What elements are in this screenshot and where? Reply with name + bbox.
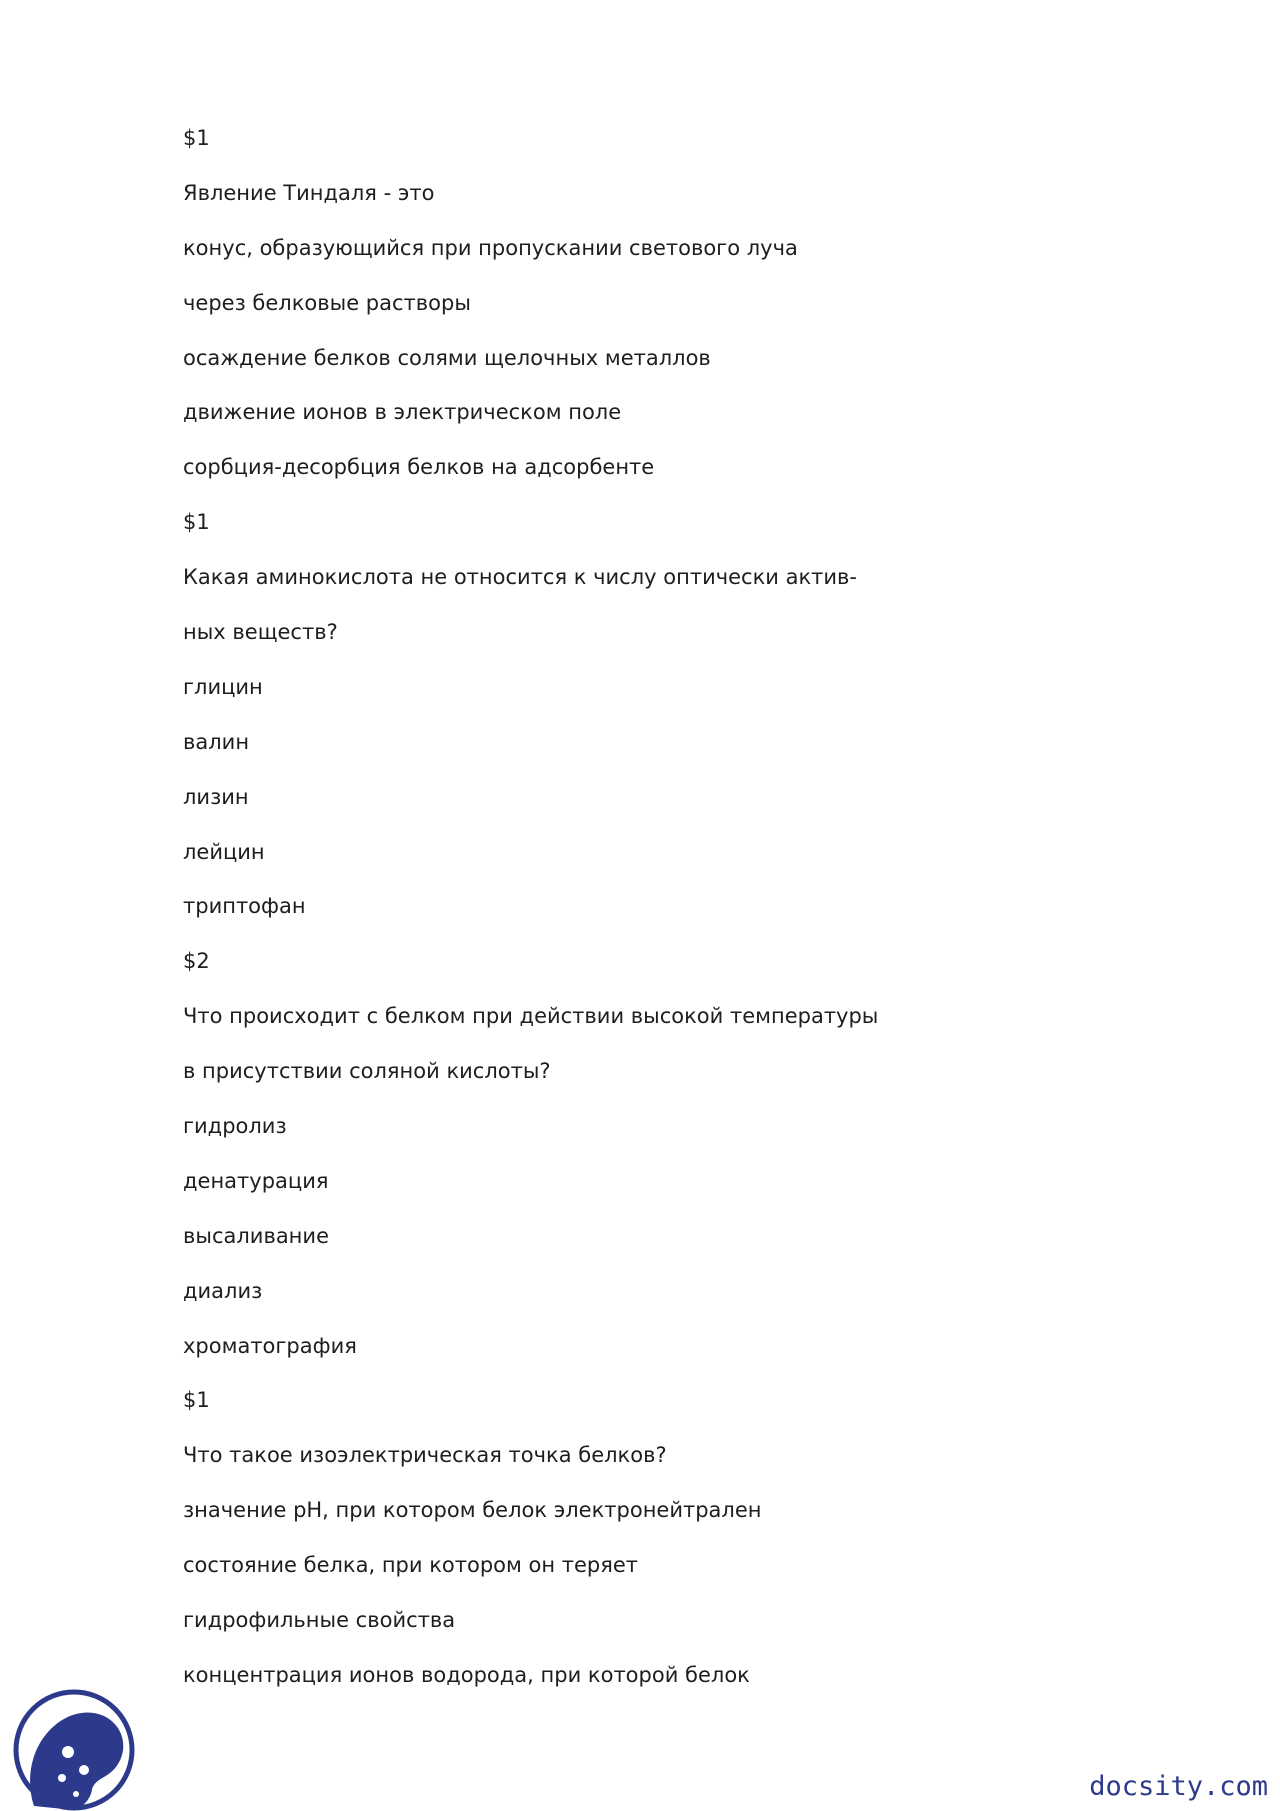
text-line: Какая аминокислота не относится к числу оптически актив- <box>183 565 857 590</box>
text-line: гидрофильные свойства <box>183 1608 456 1633</box>
text-line: валин <box>183 729 250 754</box>
text-line: триптофан <box>183 894 306 919</box>
text-line: осаждение белков солями щелочных металлов <box>183 345 711 370</box>
text-line: лизин <box>183 784 249 809</box>
text-line: сорбция-десорбция белков на адсорбенте <box>183 455 655 480</box>
text-line: конус, образующийся при пропускании светового луча <box>183 235 798 260</box>
text-line: концентрация ионов водорода, при которой белок <box>183 1662 750 1687</box>
text-line: Явление Тиндаля - это <box>183 180 435 205</box>
text-line: диализ <box>183 1278 263 1303</box>
text-line: гидролиз <box>183 1114 287 1139</box>
text-line: ных веществ? <box>183 620 338 645</box>
text-line: хроматография <box>183 1333 357 1358</box>
docsity-brand-link[interactable]: docsity.com <box>1089 1771 1268 1802</box>
text-line: Что такое изоэлектрическая точка белков? <box>183 1443 667 1468</box>
text-line: $1 <box>183 510 210 535</box>
docsity-logo-icon[interactable] <box>12 1686 137 1811</box>
text-line: через белковые растворы <box>183 290 471 315</box>
text-line: в присутствии соляной кислоты? <box>183 1059 551 1084</box>
text-line: высаливание <box>183 1223 329 1248</box>
text-line: Что происходит с белком при действии высокой температуры <box>183 1004 879 1029</box>
text-line: глицин <box>183 674 263 699</box>
text-line: состояние белка, при котором он теряет <box>183 1553 639 1578</box>
text-line: денатурация <box>183 1168 329 1193</box>
text-line: $2 <box>183 949 210 974</box>
text-line: лейцин <box>183 839 265 864</box>
text-line: значение pH, при котором белок электронейтрален <box>183 1498 762 1523</box>
text-line: $1 <box>183 126 210 150</box>
document-text <box>183 118 878 1710</box>
text-line: движение ионов в электрическом поле <box>183 400 622 425</box>
text-line: $1 <box>183 1388 210 1413</box>
